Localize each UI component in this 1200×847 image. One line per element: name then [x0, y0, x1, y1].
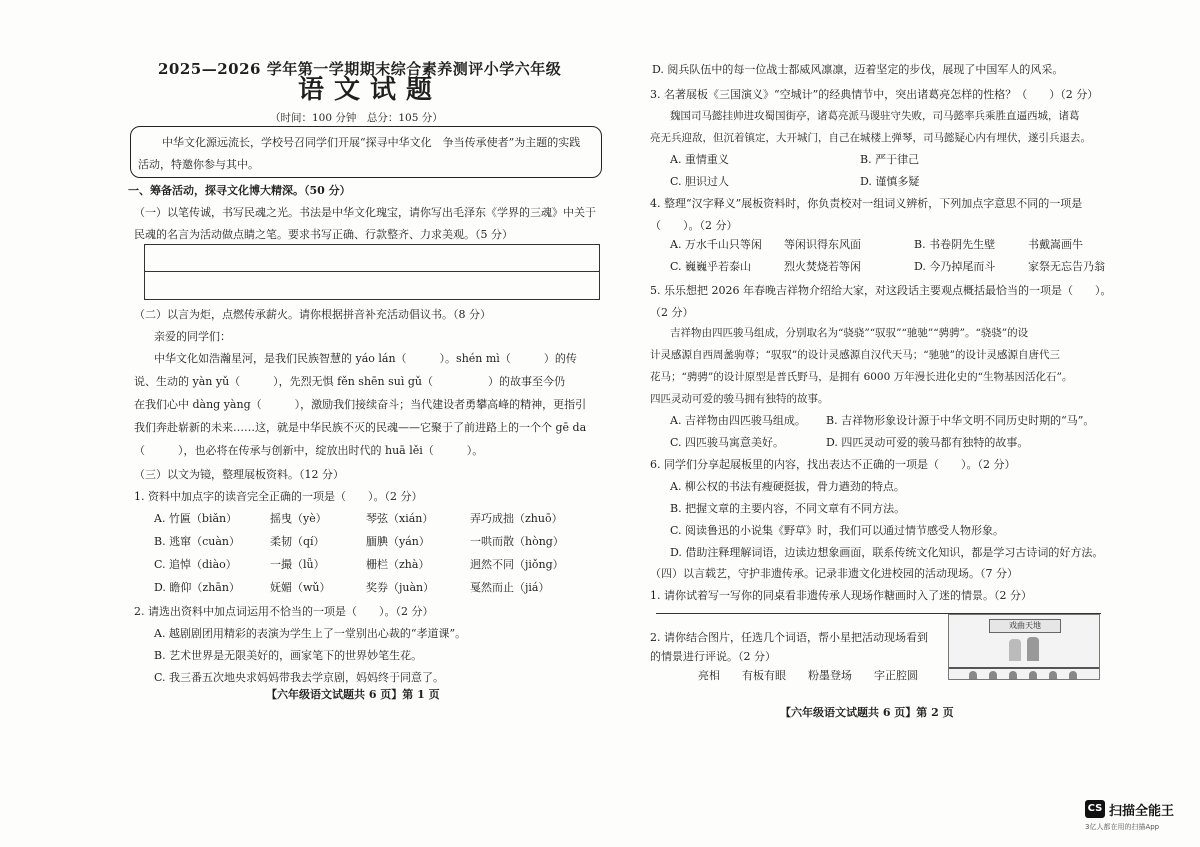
q-prev-option-d: D. 阅兵队伍中的每一位战士都威风凛凛，迈着坚定的步伐，展现了中国军人的风采。 — [652, 63, 1064, 76]
exam-subject-title: 语文试题 — [298, 75, 443, 105]
q3-passage-2: 亮无兵迎敌，但沉着镇定，大开城门，自己在城楼上弹琴，司马懿疑心内有埋伏，遂引兵退去。 — [650, 132, 1091, 144]
part-1-line-2: 民魂的名言为活动做点睛之笔。要求书写正确、行款整齐、力求美观。（5 分） — [134, 228, 513, 241]
q3-option-b: B. 严于律己 — [860, 153, 920, 166]
q1-option-c-1: C. 追悼（diào） — [154, 558, 237, 571]
q5-option-c: C. 四匹骏马寓意美好。 — [670, 436, 785, 449]
part-4-question-2-line-2: 的情景进行评说。（2 分） — [650, 650, 776, 663]
stage-banner: 戏曲天地 — [989, 619, 1061, 633]
word-4: 字正腔圆 — [874, 669, 918, 682]
q1-option-d-1: D. 瞻仰（zhān） — [154, 581, 240, 594]
q1-option-b-4: 一哄而散（hòng） — [470, 535, 564, 548]
q1-option-c-2: 一撮（lǚ） — [270, 558, 325, 571]
question-4-line-1: 4. 整理“汉字释义”展板资料时，你负责校对一组词义辨析，下列加点字意思不同的一项是 — [650, 197, 1083, 210]
part-4-question-1: 1. 请你试着写一写你的同桌看非遗传承人现场作糖画时入了迷的情景。（2 分） — [650, 589, 1032, 602]
q1-option-d-2: 妩媚（wǔ） — [270, 581, 331, 594]
word-2: 有板有眼 — [742, 669, 786, 682]
q4-option-d-1: D. 今乃掉尾而斗 — [914, 260, 996, 273]
q5-passage-2: 计灵感源自西周盠驹尊；“驭驭”的设计灵感源自汉代天马；“驰驰”的设计灵感源自唐代三 — [650, 349, 1060, 361]
exam-time-score: （时间：100 分钟 总分：105 分） — [270, 112, 443, 124]
q1-option-a-3: 琴弦（xián） — [366, 512, 434, 525]
performer-figure — [1009, 639, 1021, 661]
performer-figure — [1027, 637, 1039, 661]
letter-line-1: 中华文化如浩瀚星河，是我们民族智慧的 yáo lán（ ）。shén mì（ ）的传 — [154, 352, 577, 365]
part-4-question-2-line-1: 2. 请你结合图片，任选几个词语，帮小星把活动现场看到 — [650, 631, 928, 644]
q4-option-a-1: A. 万水千山只等闲 — [670, 238, 762, 251]
letter-line-2: 说、生动的 yàn yǔ（ ），先烈无惧 fěn shēn suì gǔ（ ）的故事至今仍 — [134, 375, 565, 388]
stage-floor — [949, 667, 1099, 669]
q4-option-c-1: C. 巍巍乎若泰山 — [670, 260, 752, 273]
section-1-heading: 一、筹备活动，探寻文化博大精深。（50 分） — [128, 184, 351, 197]
question-3: 3. 名著展板《三国演义》“空城计”的经典情节中，突出诸葛亮怎样的性格？（ ）（2 分） — [650, 88, 1099, 101]
page-2 — [646, 0, 1116, 847]
word-1: 亮相 — [698, 669, 720, 682]
q6-option-a: A. 柳公权的书法有瘦硬挺拔，骨力遒劲的特点。 — [670, 480, 905, 493]
q5-option-d: D. 四匹灵动可爱的骏马都有独特的故事。 — [826, 436, 1029, 449]
question-5-line-1: 5. 乐乐想把 2026 年春晚吉祥物介绍给大家，对这段话主要观点概括最恰当的一项是（ ）。 — [650, 284, 1112, 297]
q6-option-c: C. 阅读鲁迅的小说集《野草》时，我们可以通过情节感受人物形象。 — [670, 524, 1005, 537]
page-1-footer: 【六年级语文试题共 6 页】第 1 页 — [266, 688, 440, 701]
q5-option-a: A. 吉祥物由四匹骏马组成。 — [670, 414, 806, 427]
q4-option-d-2: 家祭无忘告乃翁 — [1028, 260, 1105, 273]
word-3: 粉墨登场 — [808, 669, 852, 682]
audience-figure — [989, 671, 997, 679]
q1-option-b-1: B. 逃窜（cuàn） — [154, 535, 240, 548]
question-1: 1. 资料中加点字的读音完全正确的一项是（ ）。（2 分） — [134, 490, 423, 503]
q1-option-b-2: 柔韧（qí） — [270, 535, 325, 548]
audience-figure — [969, 671, 977, 679]
q4-option-c-2: 烈火焚烧若等闲 — [784, 260, 861, 273]
question-2: 2. 请选出资料中加点词运用不恰当的一项是（ ）。（2 分） — [134, 605, 434, 618]
audience-figure — [1069, 671, 1077, 679]
q3-option-a: A. 重情重义 — [670, 153, 729, 166]
q1-option-c-4: 迥然不同（jiǒng） — [470, 558, 564, 571]
watermark-tagline: 3亿人都在用的扫描App — [1085, 823, 1160, 831]
q1-option-b-3: 腼腆（yán） — [366, 535, 430, 548]
part-1-line-1: （一）以笔传诚，书写民魂之光。书法是中华文化瑰宝，请你写出毛泽东《学界的三魂》中关于 — [134, 206, 596, 219]
q1-option-d-3: 奖券（juàn） — [366, 581, 435, 594]
q5-passage-4: 四匹灵动可爱的骏马拥有独特的故事。 — [650, 393, 829, 405]
q5-passage-3: 花马；“骋骋”的设计原型是普氏野马，是拥有 6000 万年漫长进化史的“生物基因活化石”。 — [650, 371, 1073, 383]
q3-option-d: D. 谨慎多疑 — [860, 175, 920, 188]
camscanner-logo: CS — [1085, 800, 1105, 818]
q3-passage-1: 魏国司马懿挂帅进攻蜀国街亭，诸葛亮派马谡驻守失败，司马懿率兵乘胜直逼西城，诸葛 — [670, 110, 1080, 122]
question-5-line-2: （2 分） — [650, 306, 694, 319]
q4-option-a-2: 等闲识得东风面 — [784, 238, 861, 251]
q1-option-a-2: 摇曳（yè） — [270, 512, 327, 525]
audience-figure — [1029, 671, 1037, 679]
q1-option-d-4: 戛然而止（jiá） — [470, 581, 550, 594]
letter-line-5: （ ），也必将在传承与创新中，绽放出时代的 huā lěi（ ）。 — [134, 444, 484, 457]
q3-option-c: C. 胆识过人 — [670, 175, 730, 188]
q1-option-a-4: 弄巧成拙（zhuō） — [470, 512, 563, 525]
q2-option-c: C. 我三番五次地央求妈妈带我去学京剧，妈妈终于同意了。 — [154, 671, 445, 684]
letter-greeting: 亲爱的同学们： — [154, 330, 231, 343]
page-1 — [120, 0, 602, 847]
q5-option-b: B. 吉祥物形象设计源于中华文明不同历史时期的“马”。 — [826, 414, 1095, 427]
q4-option-b-1: B. 书卷阴先生壁 — [914, 238, 996, 251]
exam-title: 2025—2026 学年第一学期期末综合素养测评小学六年级 — [158, 60, 562, 78]
q1-option-c-3: 栅栏（zhà） — [366, 558, 430, 571]
part-2-heading: （二）以言为炬，点燃传承薪火。请你根据拼音补充活动倡议书。（8 分） — [134, 308, 491, 321]
intro-line-1: 中华文化源远流长，学校号召同学们开展“探寻中华文化 争当传承使者”为主题的实践 — [162, 136, 581, 149]
audience-figure — [1009, 671, 1017, 679]
part-4-heading: （四）以言载艺，守护非遗传承。记录非遗文化进校园的活动现场。（7 分） — [650, 567, 1018, 580]
handwriting-box[interactable] — [144, 244, 600, 300]
q5-passage-1: 吉祥物由四匹骏马组成，分别取名为“骁骁”“驭驭”“驰驰”“骋骋”。“骁骁”的设 — [670, 327, 1029, 339]
page-2-footer: 【六年级语文试题共 6 页】第 2 页 — [780, 706, 954, 719]
opera-stage-illustration — [948, 614, 1100, 680]
q6-option-b: B. 把握文章的主要内容，不同文章有不同方法。 — [670, 502, 906, 515]
audience-figure — [1049, 671, 1057, 679]
watermark-app-name: 扫描全能王 — [1109, 804, 1175, 819]
letter-line-3: 在我们心中 dàng yàng（ ），激励我们接续奋斗；当代建设者勇攀高峰的精神，更指引 — [134, 398, 587, 411]
letter-line-4: 我们奔赴崭新的未来……这，就是中华民族不灭的民魂——它聚于了前进路上的一个个 gē da — [134, 421, 587, 434]
part-3-heading: （三）以文为镜，整理展板资料。（12 分） — [134, 468, 344, 481]
q4-option-b-2: 书戴嵩画牛 — [1028, 238, 1083, 251]
question-4-line-2: （ ）。（2 分） — [650, 219, 738, 232]
q2-option-b: B. 艺术世界是无限美好的，画家笔下的世界妙笔生花。 — [154, 649, 423, 662]
q6-option-d: D. 借助注释理解词语，边读边想象画面，联系传统文化知识，都是学习古诗词的好方法。 — [670, 546, 1104, 559]
question-6: 6. 同学们分享起展板里的内容，找出表达不正确的一项是（ ）。（2 分） — [650, 458, 1016, 471]
intro-line-2: 活动，特邀你参与其中。 — [138, 158, 259, 171]
q1-option-a-1: A. 竹匾（biǎn） — [154, 512, 238, 525]
q2-option-a: A. 越剧剧团用精彩的表演为学生上了一堂别出心裁的“孝道课”。 — [154, 627, 467, 640]
